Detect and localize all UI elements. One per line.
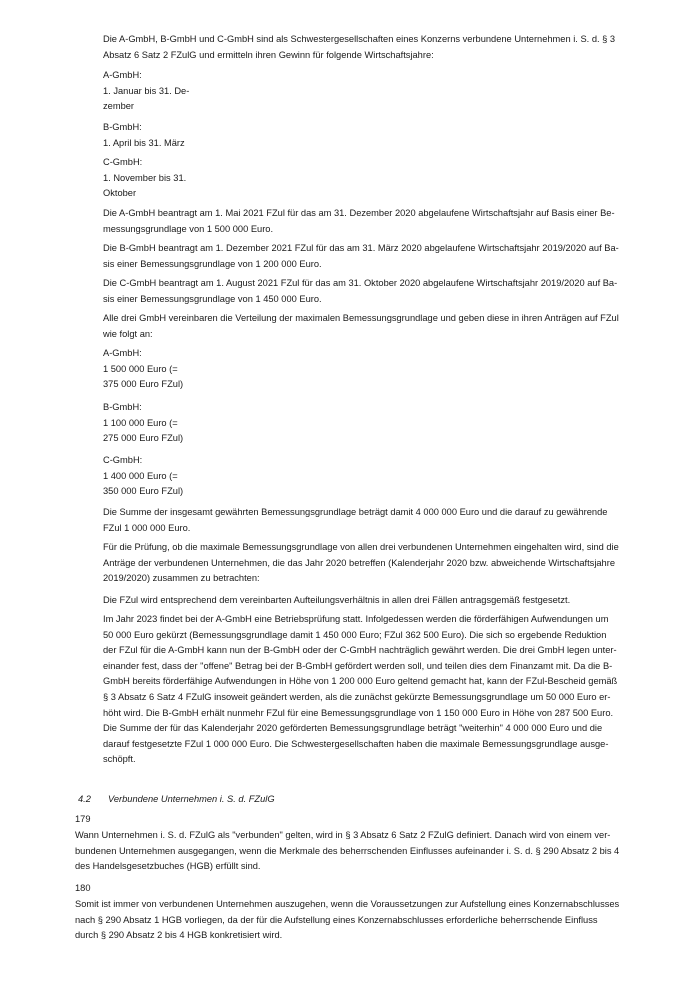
margin-number-180: 180 — [75, 883, 91, 893]
section-heading — [78, 792, 275, 808]
fiscal-year-a: A-GmbH: 1. Januar bis 31. De- zember — [103, 68, 198, 115]
granted-paragraph: Die FZul wird entsprechend dem vereinbarten Aufteilungsverhältnis in allen drei Fällen antragsgemäß festgesetzt. — [103, 595, 571, 605]
allocation-agreement-paragraph: Alle drei GmbH vereinbaren die Verteilung der maximalen Bemessungsgrundlage und geben diese in ihren Anträgen auf FZul wie folgt an: — [103, 313, 619, 339]
section-number: 4.2 — [78, 794, 91, 804]
company-label: A-GmbH: — [103, 348, 142, 358]
company-label: B-GmbH: — [103, 402, 142, 412]
paragraph-179: Wann Unternehmen i. S. d. FZulG als "verbunden" gelten, wird in § 3 Absatz 6 Satz 2 FZulG definiert. Danach wird von einem ver- bundenen Unternehmen ausgegangen, wenn die Merkmale des beherrschenden Einflusses aufeinander i. S. d. § 290 Absatz 2 bis 4 des Handelsgesetzbuches (HGB) erfüllt sind. — [75, 830, 620, 872]
paragraph-180: Somit ist immer von verbundenen Unternehmen auszugehen, wenn die Voraussetzungen zur Aufstellung eines Konzernabschlusses nach § 290 Absatz 1 HGB vorliegen, da der für die Aufstellung eines Konzernabschlusses erforderliche beherrschende Einfluss durch § 290 Absatz 2 bis 4 HGB konkretisiert wird. — [75, 899, 620, 941]
fiscal-year-b: B-GmbH: 1. April bis 31. März — [103, 120, 198, 151]
review-paragraph: Für die Prüfung, ob die maximale Bemessungsgrundlage von allen drei verbundenen Unternehmen eingehalten wird, sind die Anträge der verbundenen Unternehmen, die das Jahr 2020 betreffen (Kalenderjahr 2020 bzw. abweichende Wirtschaftsjahre 2019/2020) zusammen zu betrachten: — [103, 542, 619, 584]
fiscal-year-c: C-GmbH: 1. November bis 31. Oktober — [103, 155, 198, 202]
application-c-paragraph: Die C-GmbH beantragt am 1. August 2021 FZul für das am 31. Oktober 2020 abgelaufene Wirtschaftsjahr 2019/2020 auf Ba- sis einer Bemessungsgrundlage von 1 450 000 Euro. — [103, 278, 618, 304]
allocation-a: A-GmbH: 1 500 000 Euro (= 375 000 Euro FZul) — [103, 346, 198, 393]
company-label: A-GmbH: — [103, 70, 142, 80]
intro-paragraph: Die A-GmbH, B-GmbH und C-GmbH sind als Schwestergesellschaften eines Konzerns verbundene Unternehmen i. S. d. § 3 Absatz 6 Satz 2 FZulG und ermitteln ihren Gewinn für folgende Wirtschaftsjahre: — [103, 34, 616, 60]
application-a-paragraph: Die A-GmbH beantragt am 1. Mai 2021 FZul für das am 31. Dezember 2020 abgelaufene Wirtschaftsjahr auf Basis einer Be- messungsgrundlage von 1 500 000 Euro. — [103, 208, 615, 234]
sum-paragraph: Die Summe der insgesamt gewährten Bemessungsgrundlage beträgt damit 4 000 000 Euro und die darauf zu gewährende FZul 1 000 000 Euro. — [103, 507, 608, 533]
audit-paragraph: Im Jahr 2023 findet bei der A-GmbH eine Betriebsprüfung statt. Infolgedessen werden die förderfähigen Aufwendungen um 50 000 Euro gekürzt (Bemessungsgrundlage damit 1 450 000 Euro; FZul 362 500 Euro). Die sich so ergebende Reduktion der FZul für die A-GmbH kann nun der B-GmbH oder der C-GmbH nachträglich gewährt werden. Die drei GmbH legen unter- einander fest, dass der "offene" Betrag bei der B-GmbH gefördert werden soll, und teilen dies dem Finanzamt mit. Da die B- GmbH bereits förderfähige Aufwendungen in Höhe von 1 200 000 Euro geltend gemacht hat, kann der FZul-Bescheid gemäß § 3 Absatz 6 Satz 4 FZulG insoweit geändert werden, als die zunächst gekürzte Bemessungsgrundlage um 50 000 Euro er- höht wird. Die B-GmbH erhält nunmehr FZul für eine Bemessungsgrundlage von 1 150 000 Euro in Höhe von 287 500 Euro. Die Summe der für das Kalenderjahr 2020 geförderten Bemessungsgrundlage beträgt "weiterhin" 4 000 000 Euro und die darauf festgesetzte FZul 1 000 000 Euro. Die Schwestergesellschaften haben die maximale Bemessungsgrundlage ausge- schöpft. — [103, 614, 618, 765]
company-label: C-GmbH: — [103, 157, 143, 167]
company-label: C-GmbH: — [103, 455, 143, 465]
section-title: Verbundene Unternehmen i. S. d. FZulG — [108, 794, 275, 804]
margin-number-179: 179 — [75, 814, 91, 824]
allocation-c: C-GmbH: 1 400 000 Euro (= 350 000 Euro FZul) — [103, 453, 198, 500]
company-label: B-GmbH: — [103, 122, 142, 132]
application-b-paragraph: Die B-GmbH beantragt am 1. Dezember 2021 FZul für das am 31. März 2020 abgelaufene Wirtschaftsjahr 2019/2020 auf Ba- sis einer Bemessungsgrundlage von 1 200 000 Euro. — [103, 243, 619, 269]
allocation-b: B-GmbH: 1 100 000 Euro (= 275 000 Euro FZul) — [103, 400, 198, 447]
